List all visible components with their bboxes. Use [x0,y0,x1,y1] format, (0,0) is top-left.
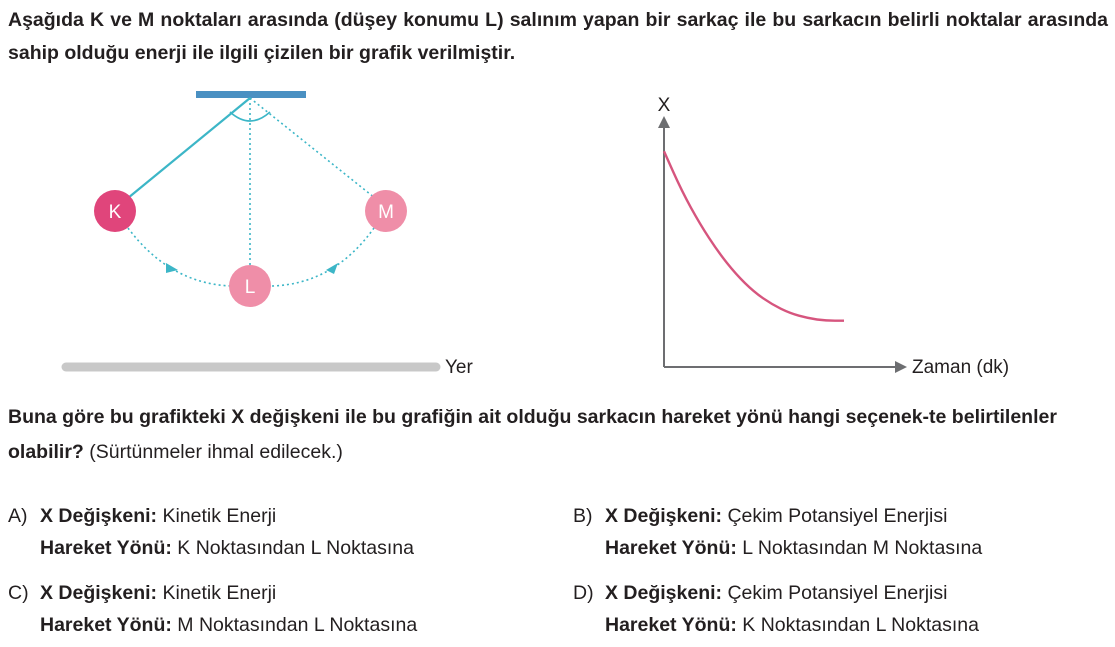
intro-text: Aşağıda K ve M noktaları arasında (düşey konumu L) salınım yapan bir sarkaç ile bu sarkacın belirli noktalar arasında sahip olduğu enerji ile ilgili çizilen bir grafik verilmiştir. [8,9,1108,64]
y-axis-label: X [657,95,671,116]
arrow-right [326,263,338,274]
figure [0,80,1115,385]
option-dir-value: M Noktasından L Noktasına [171,614,418,636]
swing-arc-left [128,228,232,286]
option-x-value: Kinetik Enerji [157,505,277,527]
option-dir-value: K Noktasından L Noktasına [736,614,979,636]
question-text [8,400,1108,470]
ground-label: Yer [445,357,473,378]
option-x-label: X Değişkeni: [605,582,723,604]
option-x-value: Kinetik Enerji [157,582,277,604]
option-dir-value: L Noktasından M Noktasına [736,537,983,559]
energy-graph [658,95,1009,378]
option-letter: B) [573,505,593,527]
x-axis-arrow [895,361,907,373]
y-axis-arrow [658,116,670,128]
option-dir-label: Hareket Yönü: [40,614,172,636]
option-dir-label: Hareket Yönü: [605,614,737,636]
energy-curve [664,151,844,320]
option-letter: C) [8,582,29,604]
option-a[interactable] [8,500,414,564]
question-note: (Sürtünmeler ihmal edilecek.) [83,441,343,463]
option-c[interactable] [8,577,417,641]
ball-k-label: K [108,202,122,223]
option-x-label: X Değişkeni: [605,505,723,527]
question-bold: Buna göre bu grafikteki X değişkeni ile bu grafiğin ait olduğu sarkacın hareket yönü hangi seçenek-te belirtilenler olabilir? [8,406,1057,463]
option-x-label: X Değişkeni: [40,582,158,604]
option-x-value: Çekim Potansiyel Enerjisi [722,505,948,527]
option-dir-label: Hareket Yönü: [605,537,737,559]
option-b[interactable] [573,500,982,564]
option-letter: D) [573,582,594,604]
option-d[interactable] [573,577,979,641]
ball-l-label: L [244,277,256,298]
ball-m-label: M [378,202,394,223]
ceiling-bar [196,91,306,98]
option-letter: A) [8,505,28,527]
option-x-label: X Değişkeni: [40,505,158,527]
option-dir-label: Hareket Yönü: [40,537,172,559]
pendulum-diagram [66,91,473,378]
swing-arc-right [272,228,374,286]
option-dir-value: K Noktasından L Noktasına [171,537,414,559]
option-x-value: Çekim Potansiyel Enerjisi [722,582,948,604]
x-axis-label: Zaman (dk) [912,357,1010,378]
